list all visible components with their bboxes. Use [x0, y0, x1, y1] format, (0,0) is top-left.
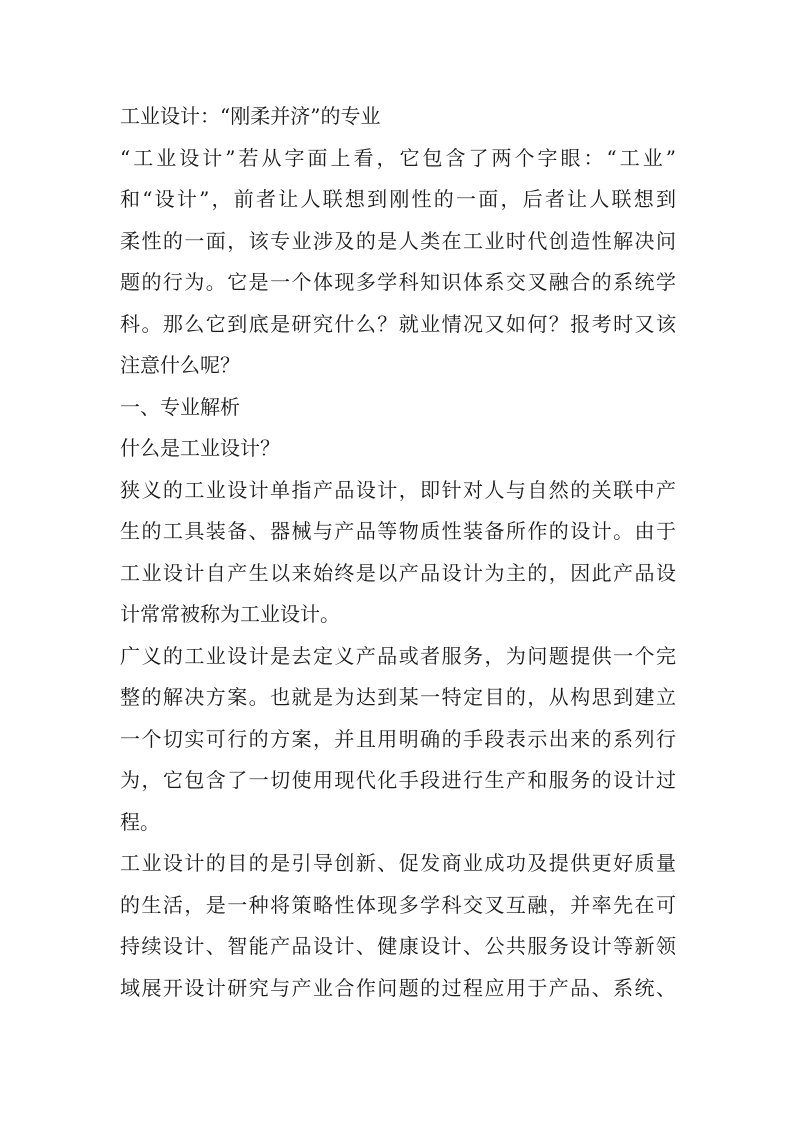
paragraph-line: 持续设计、智能产品设计、健康设计、公共服务设计等新领 [120, 934, 676, 958]
paragraph-line: 的生活，是一种将策略性体现多学科交叉互融，并率先在可 [120, 892, 676, 917]
paragraph-line: 域展开设计研究与产业合作问题的过程应用于产品、系统、 [120, 975, 676, 1000]
paragraph-line: 科。那么它到底是研究什么？就业情况又如何？报考时又该 [120, 311, 676, 336]
paragraph-line: 为，它包含了一切使用现代化手段进行生产和服务的设计过 [120, 768, 676, 792]
paragraph-line: “工业设计”若从字面上看，它包含了两个字眼：“工业” [120, 145, 676, 170]
paragraph-line: 柔性的一面，该专业涉及的是人类在工业时代创造性解决问 [120, 228, 676, 253]
paragraph-line: 计常常被称为工业设计。 [120, 602, 340, 626]
paragraph-line: 一个切实可行的方案，并且用明确的手段表示出来的系列行 [120, 726, 676, 751]
paragraph-line: 整的解决方案。也就是为达到某一特定目的，从构思到建立 [120, 685, 676, 709]
paragraph-line: 广义的工业设计是去定义产品或者服务，为问题提供一个完 [120, 643, 676, 668]
paragraph-line: 工业设计自产生以来始终是以产品设计为主的，因此产品设 [120, 560, 676, 585]
section-heading: 一、专业解析 [120, 394, 240, 419]
document-body [120, 96, 676, 1009]
document-title: 工业设计：“刚柔并济”的专业 [120, 104, 381, 128]
paragraph-line: 和“设计”，前者让人联想到刚性的一面，后者让人联想到 [120, 187, 676, 211]
subsection-heading: 什么是工业设计？ [120, 436, 280, 460]
paragraph-line: 生的工具装备、器械与产品等物质性装备所作的设计。由于 [120, 519, 676, 543]
paragraph-line: 注意什么呢？ [120, 353, 240, 377]
paragraph-line: 程。 [120, 809, 160, 834]
paragraph-line: 狭义的工业设计单指产品设计，即针对人与自然的关联中产 [120, 477, 676, 502]
paragraph-line: 工业设计的目的是引导创新、促发商业成功及提供更好质量 [120, 851, 676, 875]
paragraph-line: 题的行为。它是一个体现多学科知识体系交叉融合的系统学 [120, 270, 676, 294]
